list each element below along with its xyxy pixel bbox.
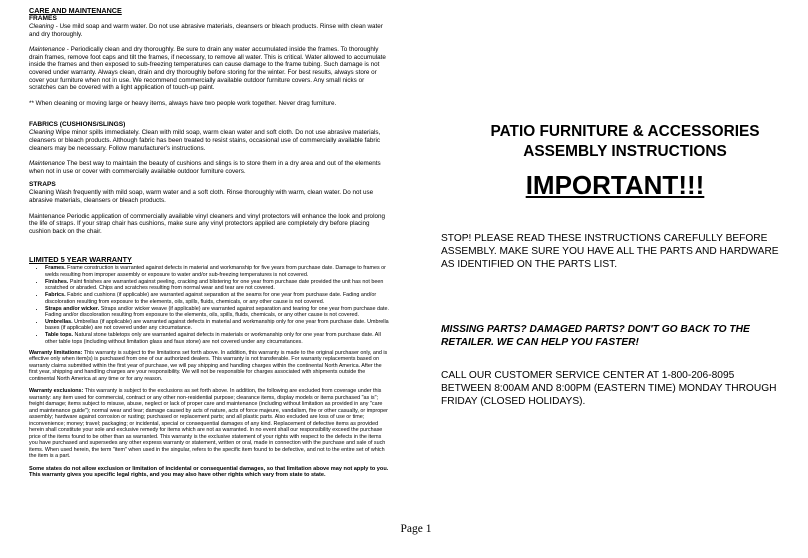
warranty-item-straps: • Straps and/or wicker. Straps and/or wicker weave (if applicable) are warranted against separation and tearing for one year from purchase date. Fading and/or discoloration resulting from exposure to the elements, oils, spills, fluids, chemicals, or any other cause is not covered. (45, 306, 389, 319)
warranty-item-frames: • Frames. Frame construction is warranted against defects in material and workmanship for five years from purchase date. Damage to frames or welds resulting from improper assembly or exposure to water and/or sub-freezing temperatures is not covered. (45, 265, 389, 278)
fabrics-cleaning-label: Cleaning (29, 129, 54, 137)
straps-maintenance: Maintenance Periodic application of commercially available vinyl cleaners and vinyl protectors will enhance the look and prolong the life of straps. If your strap chair has cushions, make sure any vinyl protectors applied are completely dry before placing cushion back on the chair. (29, 212, 385, 235)
left-column (29, 6, 389, 479)
frames-heading: FRAMES (29, 15, 57, 22)
warranty-limitations: Warranty limitations: This warranty is subject to the limitations set forth above. In addition, this warranty is made to the original purchaser only, and is effective only when item(s) is purchased from one of our authorized dealers. This warranty is not transferable. For warranty replacements based on warranty claims submitted within the first year of purchase, we will pay shipping and handling charges within the continental North America. After the first year, shipping and handling charges are your responsibility. We will not be responsible for charges associated with shipments outside the continental North America at any time or for any reason. (29, 349, 388, 382)
warranty-exclusions: Warranty exclusions: This warranty is subject to the exclusions as set forth above. In addition, the following are excluded from coverage under this warranty: any item used for commercial, contract or any other non-residential purpose; clearance items, display models or items purchased "as is"; freight damage; items subject to misuse, abuse, neglect or lack of proper care and maintenance (including without limitation as provided in any "care and maintenance guide"); normal wear and tear; damage caused by acts of nature, acts of force majeure, vandalism, fire or other casualty, or improper assembly; hardware against corrosion or rusting; purchased or replacement parts; and all plastic parts. Also excluded are loss of use or time; inconvenience; money; travel; packaging; or incidental, special or consequential damages of any kind. Replacement of defective items as provided herein shall constitute your sole and exclusive remedy for items which are not as warranted. In no event shall our responsibility exceed the purchase price of the items found to be other than as warranted. This warranty is the exclusive statement of your rights with respect to the defects in the items you have purchased and supersedes any other express warranty or statement, written or oral, made in connection with the purchase and sale of such items. When used herein, the term "item" when used in the singular, refers to the specific item found to be defective, and not to the entire set of which the item is a part. (29, 388, 388, 460)
care-heading: CARE AND MAINTENANCE (29, 6, 122, 15)
frames-maintenance (29, 46, 389, 92)
fabrics-maint-label: Maintenance (29, 160, 66, 168)
document-title (455, 122, 795, 162)
title-line-2: ASSEMBLY INSTRUCTIONS (523, 143, 727, 160)
missing-parts-notice: MISSING PARTS? DAMAGED PARTS? DON'T GO BACK TO THE RETAILER. WE CAN HELP YOU FASTER! (441, 324, 750, 349)
frames-maint-label: Maintenance (29, 46, 66, 54)
fabrics-cleaning-text: Wipe minor spills immediately. Clean with mild soap, warm clean water and soft cloth. Do not use abrasive materials, cleansers or bleach products. Although fabric has been treated to resist stains, occasional use of commercially available fabric cleaners may be necessary. Follow manufacturer's instructions. (29, 129, 381, 152)
warranty-final-note: Some states do not allow exclusion or limitation of incidental or consequential damages, so that limitation above may not apply to you. This warranty gives you specific legal rights, and you may also have other rights which vary from state to state. (29, 465, 389, 479)
frames-cleaning-label: Cleaning - (29, 23, 58, 30)
fabrics-cleaning (29, 129, 389, 152)
fabrics-maintenance (29, 160, 389, 175)
page-number: Page 1 (400, 523, 432, 535)
frames-note: ** When cleaning or moving large or heavy items, always have two people work together. Never drag furniture. (29, 99, 337, 107)
straps-cleaning: Cleaning Wash frequently with mild soap, warm water and a soft cloth. Rinse thoroughly with warm, clean water. Do not use abrasive materials, cleansers or bleach products. (29, 189, 374, 204)
important-heading: IMPORTANT!!! (525, 170, 705, 200)
warranty-item-umbrellas: • Umbrellas. Umbrellas (if applicable) are warranted against defects in material and workmanship only for one year from purchase date. Umbrella bases (if applicable) are not covered under any circumstance. (45, 319, 389, 332)
warranty-item-finishes: • Finishes. Paint finishes are warranted against peeling, cracking and blistering for one year from purchase date provided the unit has not been scratched or abraded. Chips and scratches resulting from normal wear and tear are not covered. (45, 279, 389, 292)
warranty-item-table-tops: • Table tops. Natural stone tabletops only are warranted against defects in materials or workmanship only for one year from purchase date. All other table tops (including without limitation glass and faux stone) are not covered under any circumstances. (45, 332, 389, 345)
straps-heading: STRAPS (29, 181, 56, 189)
frames-cleaning (29, 23, 389, 38)
fabrics-heading: FABRICS (CUSHIONS/SLINGS) (29, 121, 126, 129)
customer-service-notice: CALL OUR CUSTOMER SERVICE CENTER AT 1-800-206-8095 BETWEEN 8:00AM AND 8:00PM (EASTERN TIME) MONDAY THROUGH FRIDAY (CLOSED HOLIDAYS). (441, 370, 777, 408)
warranty-list (29, 265, 389, 345)
warranty-title: LIMITED 5 YEAR WARRANTY (29, 255, 132, 265)
stop-notice: STOP! PLEASE READ THESE INSTRUCTIONS CAREFULLY BEFORE ASSEMBLY. MAKE SURE YOU HAVE ALL THE PARTS AND HARDWARE AS IDENTIFIED ON THE PARTS LIST. (441, 233, 779, 271)
warranty-item-fabrics: • Fabrics. Fabric and cushions (if applicable) are warranted against separation at the seams for one year from purchase date. Fading and/or discoloration resulting from exposure to the elements, oils, spills, fluids, chemicals, or any other cause is not covered. (45, 292, 389, 305)
frames-cleaning-text: Use mild soap and warm water. Do not use abrasive materials, cleansers or bleach products. Rinse with clean water and dry thoroughly. (29, 23, 383, 38)
frames-maint-text: - Periodically clean and dry thoroughly. Be sure to drain any water accumulated inside the frames. To thoroughly drain frames, remove foot caps and tilt the frames, if necessary, to remove all water. This is critical. Water allowed to accumulate inside the frames and then exposed to sub-freezing temperatures can cause damage to the frame tubing. Such damage is not covered under warranty. Always clean, drain and dry thoroughly before storing for the winter. For best results, always store or cover your furniture when not in use. We recommend commercially available outdoor furniture covers. Any small nicks or scratches can be covered with a light application of touch-up paint. (29, 46, 386, 92)
title-line-1: PATIO FURNITURE & ACCESSORIES (490, 123, 760, 140)
fabrics-maint-text: The best way to maintain the beauty of cushions and slings is to store them in a dry area and out of the elements when not in use or cover with commercially available outdoor furniture covers. (29, 160, 381, 175)
